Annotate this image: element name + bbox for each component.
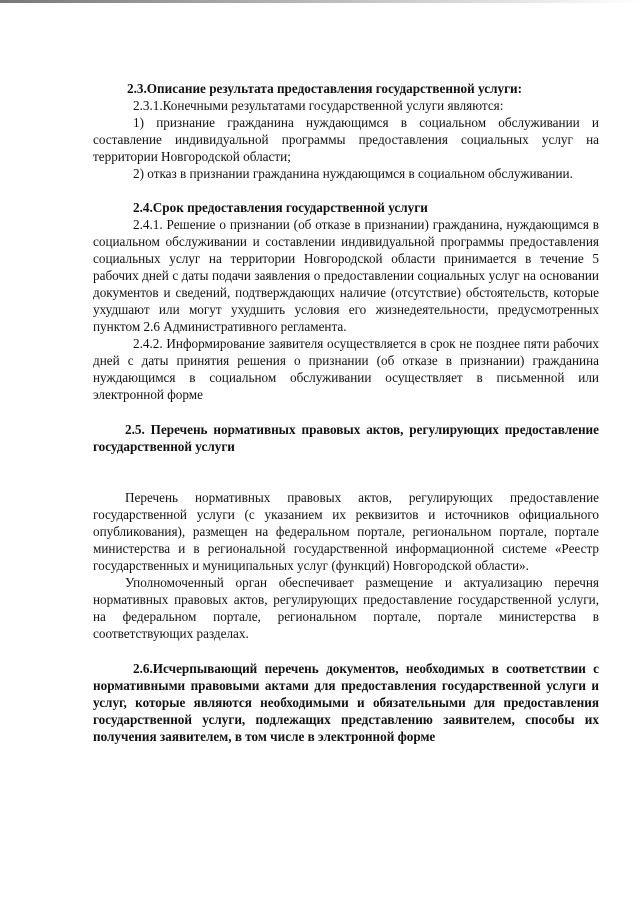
section-2-4-2-paragraph: 2.4.2. Информирование заявителя осуществляется в срок не позднее пяти рабочих дней с даты принятия решения о признании (об отказе в признании) гражданина нуждающимся в социальном обслуживании осуществляет в письменной или электронной форме <box>93 336 599 402</box>
section-2-3-item-1: 1) признание гражданина нуждающимся в социальном обслуживании и составление индивидуальной программы предоставления социальных услуг на территории Новгородской области; <box>93 115 599 164</box>
section-2-6-heading: 2.6.Исчерпывающий перечень документов, необходимых в соответствии с нормативными правовыми актами для предоставления государственной услуги и услуг, которые являются необходимыми и обязательными для предоставления государственной услуги, подлежащих представлению заявителем, способы их получения заявителем, в том числе в электронной форме <box>93 661 599 744</box>
section-2-3-item-2: 2) отказ в признании гражданина нуждающимся в социальном обслуживании. <box>133 166 573 181</box>
section-2-5-paragraph-1: Перечень нормативных правовых актов, регулирующих предоставление государственной услуги (с указанием их реквизитов и источников официального опубликования), размещен на федеральном портале, региональном портале, портале министерства и в региональной государственной информационной системе «Реестр государственных и муниципальных услуг (функций) Новгородской области». <box>93 490 599 573</box>
spacer <box>93 403 599 421</box>
document-page <box>93 80 599 745</box>
spacer <box>93 455 599 489</box>
section-2-4-heading: 2.4.Срок предоставления государственной услуги <box>133 200 428 215</box>
spacer <box>93 642 599 660</box>
section-2-3-intro: 2.3.1.Конечными результатами государственной услуги являются: <box>133 98 504 113</box>
section-2-3-heading: 2.3.Описание результата предоставления государственной услуги: <box>127 81 523 96</box>
section-2-5-paragraph-2: Уполномоченный орган обеспечивает размещение и актуализацию перечня нормативных правовых актов, регулирующих предоставление государственной услуги, на федеральном портале, региональном портале, портале министерства в соответствующих разделах. <box>93 575 599 641</box>
spacer <box>93 182 599 199</box>
scan-top-edge <box>0 0 640 3</box>
section-2-5-heading: 2.5. Перечень нормативных правовых актов, регулирующих предоставление государственной услуги <box>93 422 599 454</box>
section-2-4-1-paragraph: 2.4.1. Решение о признании (об отказе в признании) гражданина, нуждающимся в социальном обслуживании и составлении индивидуальной программы предоставления социальных услуг на территории Новгородской области принимается в течение 5 рабочих дней с даты подачи заявления о предоставлении социальных услуг на основании документов и сведений, подтверждающих наличие (отсутствие) обстоятельств, которые ухудшают или могут ухудшить условия его жизнедеятельности, предусмотренных пунктом 2.6 Административного регламента. <box>93 217 599 334</box>
